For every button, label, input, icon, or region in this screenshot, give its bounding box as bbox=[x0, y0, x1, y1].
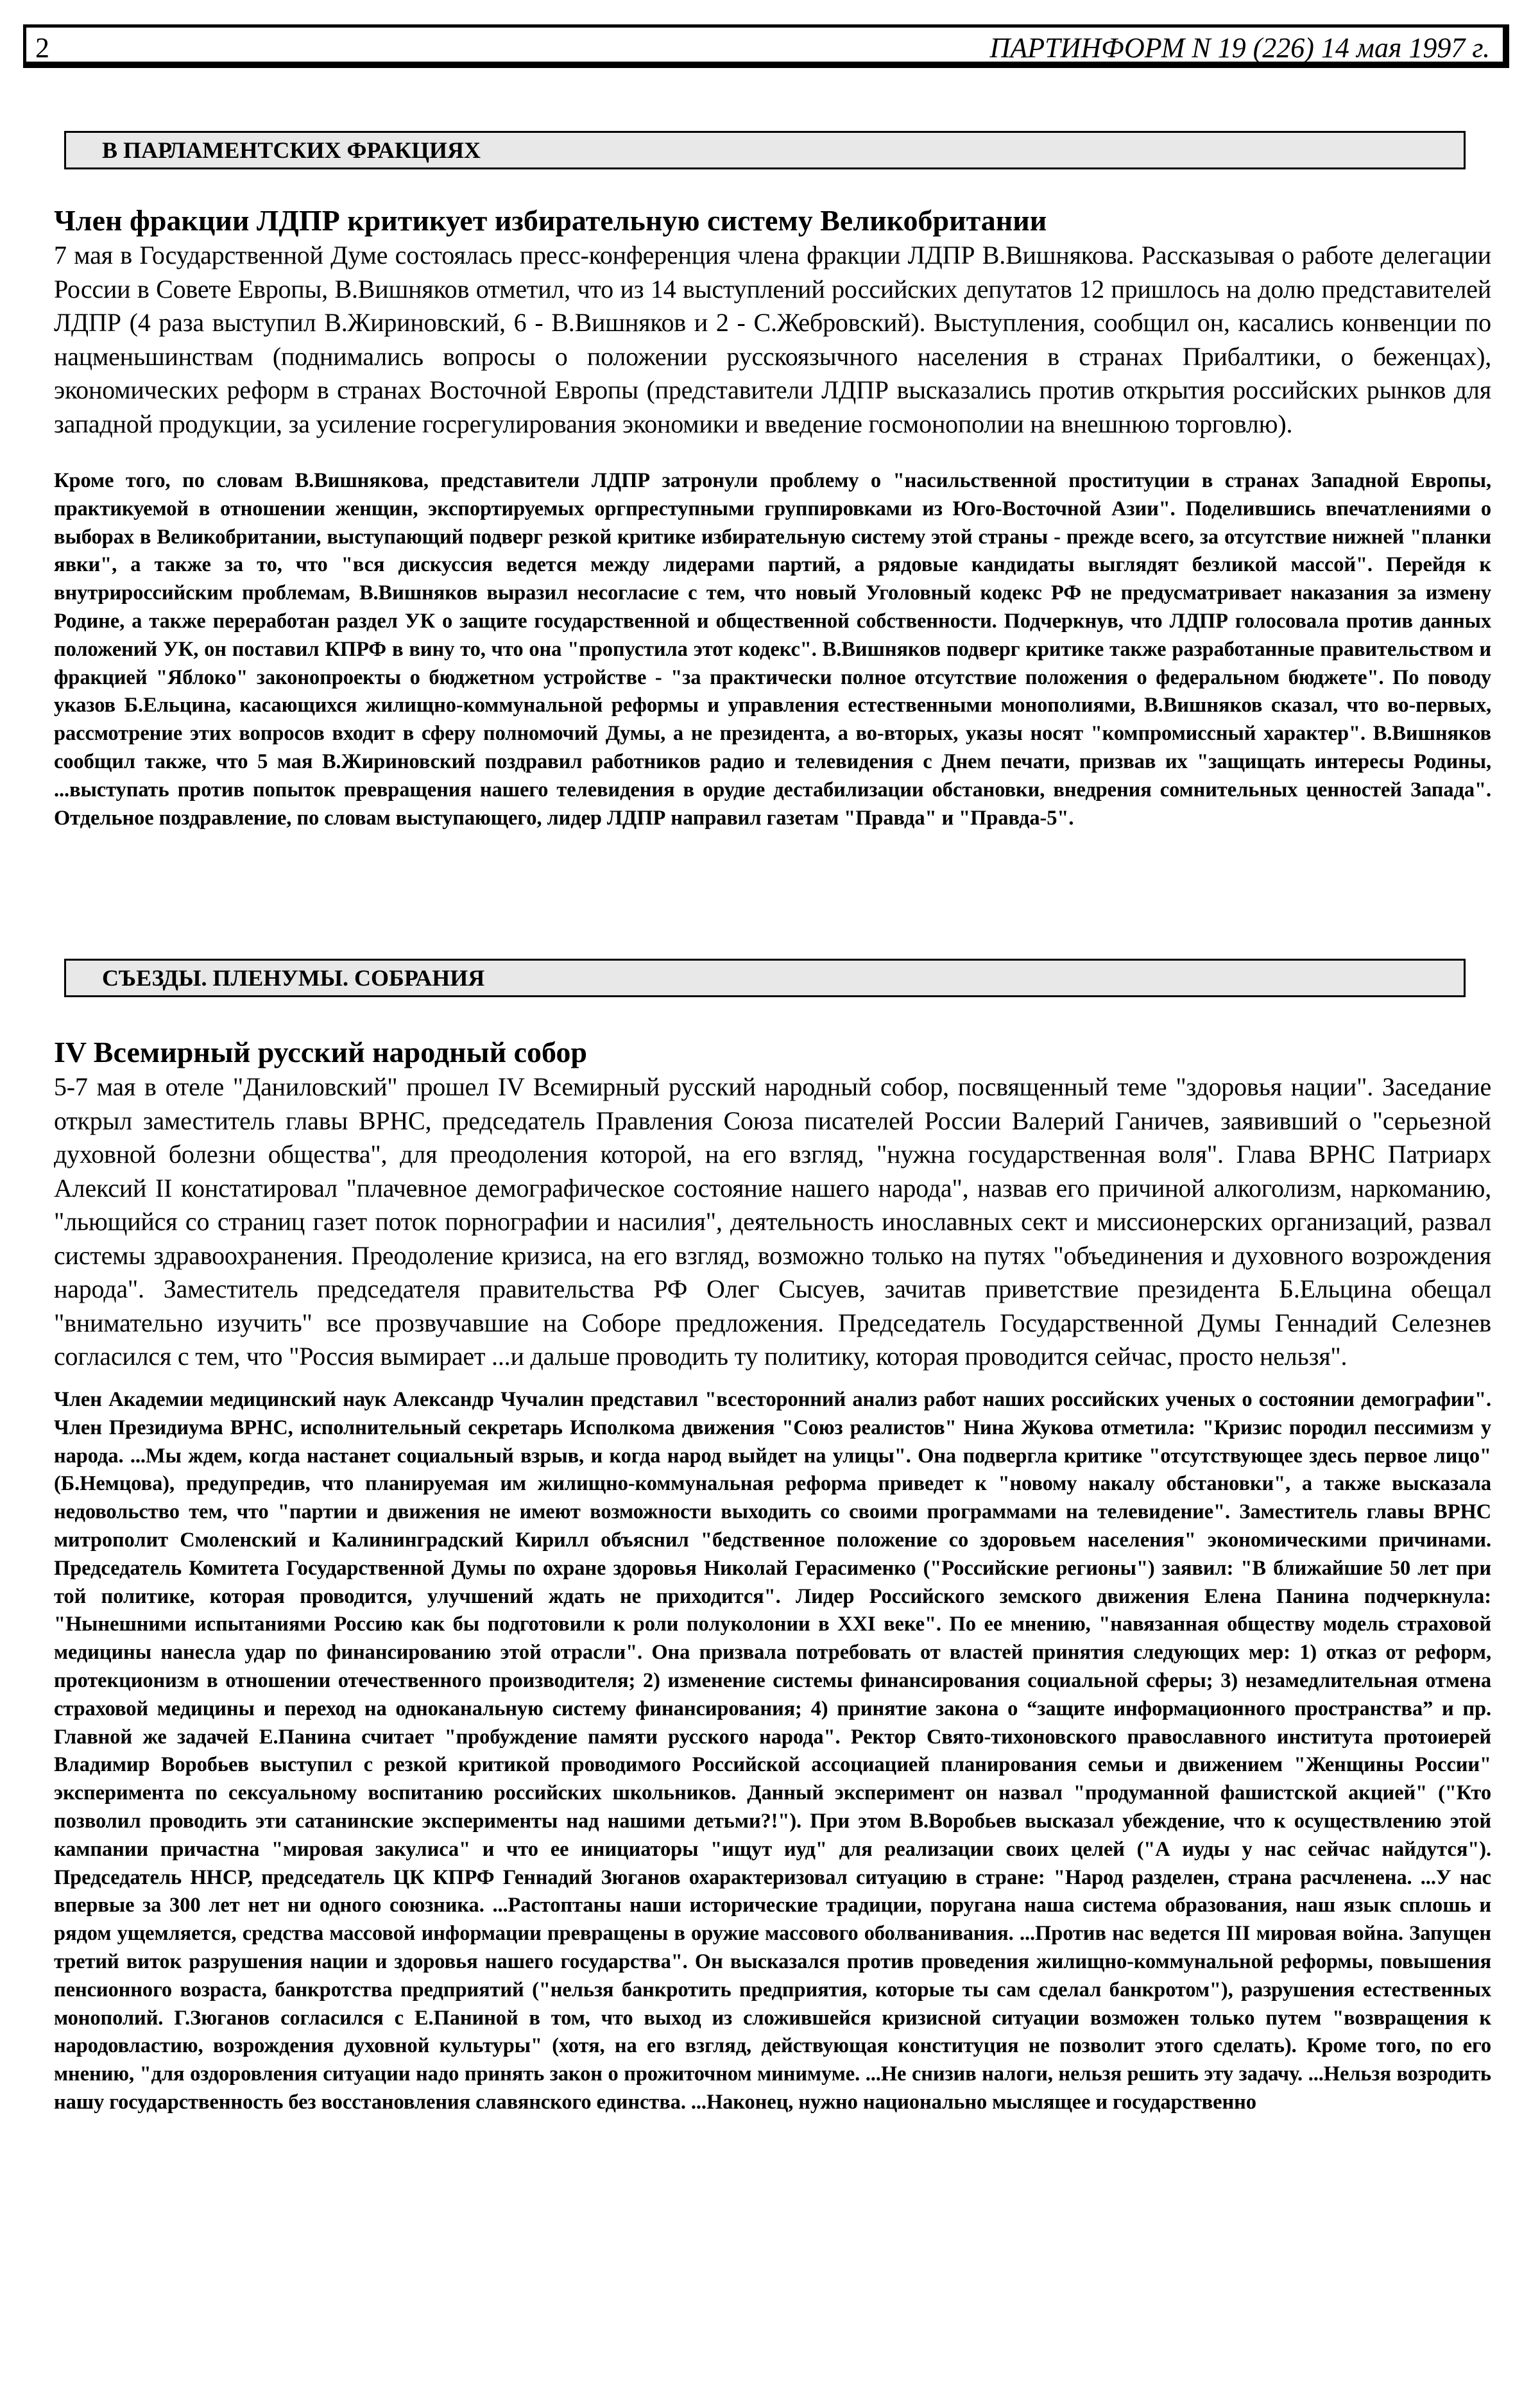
article-lead-ldpr: 7 мая в Государственной Думе состоялась пресс-конференция члена фракции ЛДПР В.Вишнякова. Рассказывая о работе делегации России в Совете Европы, В.Вишняков отметил, что из 14 выступлений российских депутатов 12 пришлось на долю представителей ЛДПР (4 раза выступил В.Жириновский, 6 - В.Вишняков и 2 - С.Жебровский). Выступления, сообщил он, касались конвенции по нацменьшинствам (поднимались вопросы о положении русскоязычного населения в странах Прибалтики, о беженцах), экономических реформ в странах Восточной Европы (представители ЛДПР высказались против открытия российских рынков для западной продукции, за усиление госрегулирования экономики и введение госмонополии на внешнюю торговлю). bbox=[54, 241, 1491, 438]
article-headline-sobor: IV Всемирный русский народный собор bbox=[54, 1036, 587, 1068]
page-number: 2 bbox=[35, 32, 49, 64]
section-title-congresses: СЪЕЗДЫ. ПЛЕНУМЫ. СОБРАНИЯ bbox=[64, 959, 1466, 997]
article-headline-ldpr: Член фракции ЛДПР критикует избирательную систему Великобритании bbox=[54, 204, 1047, 237]
page-header bbox=[23, 24, 1509, 68]
article-body-sobor: Член Академии медицинский наук Александр Чучалин представил "всесторонний анализ работ наших российских ученых о состоянии демографии". Член Президиума ВРНС, исполнительный секретарь Исполкома движения "Союз реалистов" Нина Жукова отметила: "Кризис породил пессимизм у народа. ...Мы ждем, когда настанет социальный взрыв, и когда народ выйдет на улицы". Она подвергла критике "отсутствующее здесь первое лицо" (Б.Немцова), предупредив, что планируемая им жилищно-коммунальная реформа приведет к "новому накалу обстановки", а также высказала недовольство тем, что "партии и движения не имеют возможности выходить со своими программами на телевидение". Заместитель главы ВРНС митрополит Смоленский и Калининградский Кирилл объяснил "бедственное положение со здоровьем населения" экономическими причинами. Председатель Комитета Государственной Думы по охране здоровья Николай Герасименко ("Российские регионы") заявил: "В ближайшие 50 лет при той политике, которая проводится, улучшений ждать не приходится". Лидер Российского земского движения Елена Панина подчеркнула: "Нынешними испытаниями Россию как бы подготовили к роли полуколонии в XXI веке". По ее мнению, "навязанная обществу модель страховой медицины нанесла удар по финансированию этой отрасли". Она призвала потребовать от властей принятия следующих мер: 1) отказ от реформ, протекционизм в отношении отечественного производителя; 2) изменение системы финансирования социальной сферы; 3) незамедлительная отмена страховой медицины и переход на одноканальную систему финансирования; 4) принятие закона о “защите информационного пространства” и пр. Главной же задачей Е.Панина считает "пробуждение памяти русского народа". Ректор Свято-тихоновского православного института протоиерей Владимир Воробьев выступил с резкой критикой проводимого Российской ассоциацией планирования семьи и движением "Женщины России" эксперимента по сексуальному воспитанию российских школьников. Данный эксперимент он назвал "продуманной фашистской акцией" ("Кто позволил проводить эти сатанинские эксперименты над нашими детьми?!"). При этом В.Воробьев высказал убеждение, что к осуществлению этой кампании причастна "мировая закулиса" и что ее инициаторы "ищут иуд" для реализации своих целей ("А иуды у нас сейчас найдутся"). Председатель ННСР, председатель ЦК КПРФ Геннадий Зюганов охарактеризовал ситуацию в стране: "Народ разделен, страна расчленена. ...У нас впервые за 300 лет нет ни одного союзника. ...Растоптаны наши исторические традиции, поругана наша система образования, наш язык сплошь и рядом ущемляется, средства массовой информации превращены в оружие массового оболванивания. ...Против нас ведется III мировая война. Запущен третий виток разрушения нации и здоровья нашего государства". Он высказался против проведения жилищно-коммунальной реформы, повышения пенсионного возраста, банкротства предприятий ("нельзя банкротить предприятия, которые ты сам сделал банкротом"), разрушения естественных монополий. Г.Зюганов согласился с Е.Паниной в том, что выход из сложившейся кризисной ситуации возможен только путем "возвращения к народовластию, возрождения духовной культуры" (хотя, на его взгляд, действующая конституция не позволит этого сделать). Кроме того, по его мнению, "для оздоровления ситуации надо принять закон о прожиточном минимуме. ...Не снизив налоги, нельзя решить эту задачу. ...Нельзя возродить нашу государственность без восстановления славянского единства. ...Наконец, нужно национально мыслящее и государственно bbox=[54, 1388, 1491, 2114]
section-title-parliament: В ПАРЛАМЕНТСКИХ ФРАКЦИЯХ bbox=[64, 131, 1466, 169]
article-body-ldpr: Кроме того, по словам В.Вишнякова, представители ЛДПР затронули проблему о "насильственной проституции в странах Западной Европы, практикуемой в отношении женщин, экспортируемых оргпреступными группировками из Юго-Восточной Азии". Поделившись впечатлениями о выборах в Великобритании, выступающий подверг резкой критике избирательную систему этой страны - прежде всего, за отсутствие нижней "планки явки", а также за то, что "вся дискуссия ведется между лидерами партий, а рядовые кандидаты выглядят безликой массой". Перейдя к внутрироссийским проблемам, В.Вишняков выразил несогласие с тем, что новый Уголовный кодекс РФ не предусматривает наказания за измену Родине, а также переработан раздел УК о защите государственной и общественной собственности. Подчеркнув, что ЛДПР голосовала против данных положений УК, он поставил КПРФ в вину то, что она "пропустила этот кодекс". В.Вишняков подверг критике также разработанные правительством и фракцией "Яблоко" законопроекты о бюджетном устройстве - "за практически полное отсутствие положения о федеральном бюджете". По поводу указов Б.Ельцина, касающихся жилищно-коммунальной реформы и управления естественными монополиями, В.Вишняков сказал, что во-первых, рассмотрение этих вопросов входит в сферу полномочий Думы, а не президента, а во-вторых, указы носят "компромиссный характер". В.Вишняков сообщил также, что 5 мая В.Жириновский поздравил работников радио и телевидения с Днем печати, призвав их "защищать интересы Родины, ...выступать против попыток превращения нашего телевидения в орудие дестабилизации обстановки, внедрения сомнительных ценностей Запада". Отдельное поздравление, по словам выступающего, лидер ЛДПР направил газетам "Правда" и "Правда-5". bbox=[54, 469, 1491, 830]
publication-issue: ПАРТИНФОРМ N 19 (226) 14 мая 1997 г. bbox=[989, 32, 1490, 64]
article-lead-sobor: 5-7 мая в отеле "Даниловский" прошел IV Всемирный русский народный собор, посвященный теме "здоровья нации". Заседание открыл заместитель главы ВРНС, председатель Правления Союза писателей России Валерий Ганичев, заявивший о "серьезной духовной болезни общества", для преодоления которой, на его взгляд, "нужна государственная воля". Глава ВРНС Патриарх Алексий II констатировал "плачевное демографическое состояние нашего народа", назвав его причиной алкоголизм, наркоманию, "льющийся со страниц газет поток порнографии и насилия", деятельность инославных сект и миссионерских организаций, развал системы здравоохранения. Преодоление кризиса, на его взгляд, возможно только на путях "объединения и духовного возрождения народа". Заместитель председателя правительства РФ Олег Сысуев, зачитав приветствие президента Б.Ельцина обещал "внимательно изучить" все прозвучавшие на Соборе предложения. Председатель Государственной Думы Геннадий Селезнев согласился с тем, что "Россия вымирает ...и дальше проводить ту политику, которая проводится сейчас, просто нельзя". bbox=[54, 1072, 1491, 1371]
